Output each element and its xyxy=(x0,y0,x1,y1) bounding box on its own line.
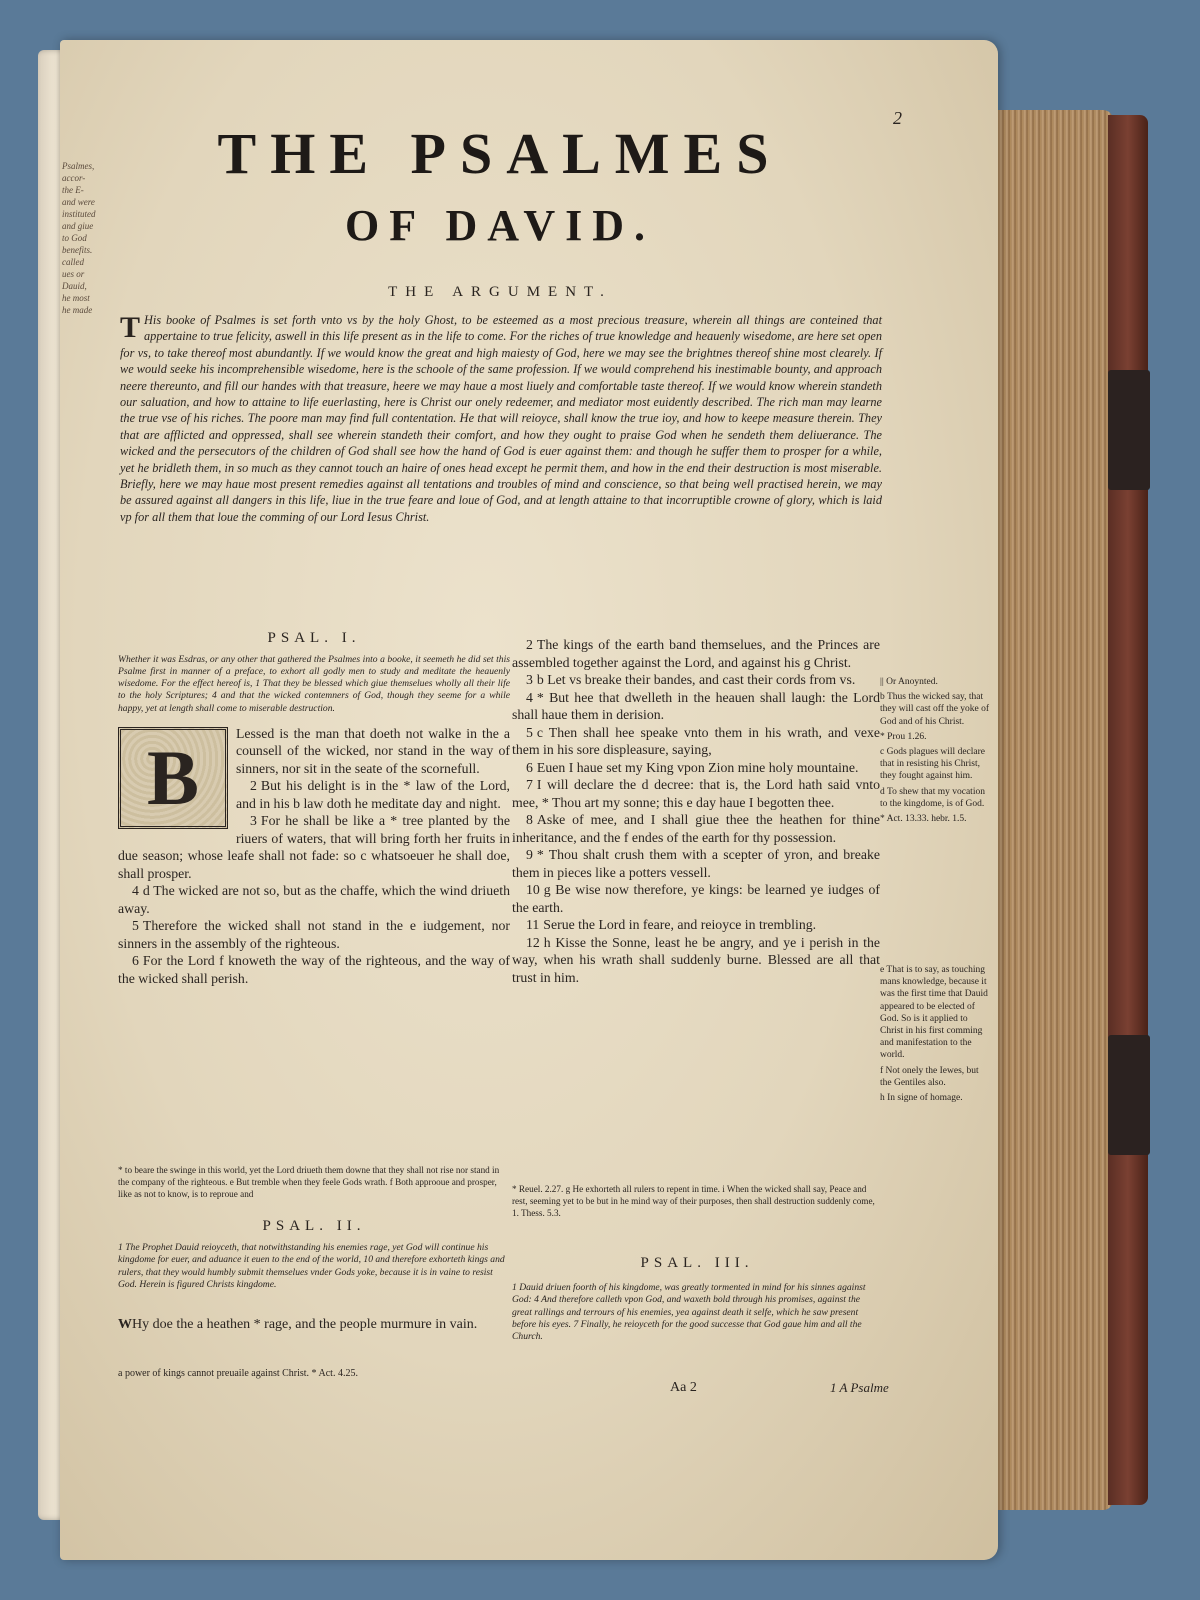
psalm-2-heading: PSAL. II. xyxy=(262,1218,366,1234)
argument-body: His booke of Psalmes is set forth vnto vs by the holy Ghost, to be esteemed as a most precious treasure, wherein all things are conteined that appertaine to true felicity, aswell in this life present as in the life to come. For the riches of true knowledge and heauenly wisedome, are here set open for vs, to take thereof most abundantly. If we would know the great and high maiesty of God, here we may see the brightnes thereof shine most clearely. If we would seeke his incomprehensible wisedome, here is the schoole of the same profession. If we would comprehend his inestimable bounty, and approach neere thereunto, and fill our handes with that treasure, heere we may haue a most liuely and comfortable taste thereof. If we would know wherein standeth our saluation, and how to attaine to life euerlasting, here is Christ our onely redeemer, and mediator most euidently described. The rich man may learne the true vse of his riches. The poore man may find full contentation. He that will reioyce, shall know the true ioy, and how to keepe measure therein. They that are afflicted and oppressed, shall see wherein standeth their comfort, and how they ought to praise God when he sendeth them deliuerance. The wicked and the persecutors of the children of God shall see how the hand of God is euer against them: and though he suffer them to prosper for a while, yet he bridleth them, in so much as they cannot touch an haire of ones head except he permit them, and how in the end their destruction is most miserable. Briefly, here we may haue most present remedies against all tentations and troubles of mind and conscience, so that being well practised herein, we may be assured against all dangers in this life, liue in the true feare and loue of God, and at length attaine to that incorruptible crowne of glory, which is laid vp for all them that loue the comming of our Lord Iesus Christ. xyxy=(120,313,882,524)
verse-text: Aske of mee, and I shall giue thee the heathen for thine inheritance, and the f endes of the earth for thy possession. xyxy=(512,812,880,845)
verse-text: Euen I haue set my King vpon Zion mine holy mountaine. xyxy=(536,759,859,775)
ornamental-initial: B xyxy=(118,727,228,829)
psalm-3-summary: 1 Dauid driuen foorth of his kingdome, was greatly tormented in mind for his sinnes against God: 4 And therefore calleth vpon God, and waxeth bold through his promises, against the great rallings and terrours of his enemies, yea against death it selfe, which he saw present before his eyes. 7 Finally, he reioyceth for the good successe that God gaue him and all the Church. xyxy=(512,1282,866,1343)
verse-text: The kings of the earth band themselues, and the Princes are assembled together against the Lord, and against his g Christ. xyxy=(512,637,880,670)
signature-mark: Aa 2 xyxy=(670,1380,697,1395)
verse-number: 6 xyxy=(132,953,139,969)
psalm-1-summary: Whether it was Esdras, or any other that gathered the Psalmes into a booke, it seemeth he did set this Psalme first in manner of a preface, to exhort all godly men to study and meditate the heauenly wisedome. For the effect hereof is, 1 That they be blessed which giue themselues wholly all their life to the holy Scriptures; 4 and that the wicked contemners of God, though they seeme for a while happy, yet at length shall come to miserable destruction. xyxy=(118,653,510,714)
verse-text: Lessed is the man that doeth not walke in the a counsell of the wicked, nor stand in the way of sinners, nor sit in the seate of the scornefull. xyxy=(236,725,510,776)
psalm-2-footnotes: * Reuel. 2.27. g He exhorteth all rulers to repent in time. i When the wicked shall say, Peace and rest, seeming yet to be but in he mind way of their purposes, then shall destruction suddenly come, 1. Thess. 5.3. xyxy=(512,1184,875,1218)
verse xyxy=(512,759,880,777)
margin-note: d To shew that my vocation to the kingdome, is of God. xyxy=(880,786,985,809)
verse-number: 11 xyxy=(526,917,540,932)
gutter-line: he most xyxy=(62,293,90,303)
verse-number: 2 xyxy=(250,778,257,794)
gutter-line: ues or xyxy=(62,269,85,279)
psalm-3-heading: PSAL. III. xyxy=(640,1255,754,1271)
verse xyxy=(512,636,880,671)
gutter-text-fragments xyxy=(62,160,108,316)
gutter-line: and giue xyxy=(62,221,94,231)
verse xyxy=(512,724,880,759)
margin-note: || Or Anoynted. xyxy=(880,677,938,687)
book-page xyxy=(60,40,998,1560)
margin-note: b Thus the wicked say, that they will cast off the yoke of God and of his Christ. xyxy=(880,692,990,727)
psalm-2-summary: 1 The Prophet Dauid reioyceth, that notwithstanding his enemies rage, yet God will continue his kingdome for euer, and aduance it euen to the end of the world, 10 and therefore exhorteth kings and rulers, that they would humbly submit themselues vnder Gods yoke, because it is in vaine to resist God. Herein is figured Christs kingdome. xyxy=(118,1242,505,1290)
margin-note: h In signe of homage. xyxy=(880,1093,963,1104)
argument-text xyxy=(120,312,882,525)
book-cover-edge xyxy=(1108,115,1148,1505)
verse-number: 2 xyxy=(526,637,533,652)
psalm-2-bottom-note: a power of kings cannot preuaile against Christ. * Act. 4.25. xyxy=(118,1368,358,1379)
verse-text: h Kisse the Sonne, least he be angry, and ye i perish in the way, when his wrath shall suddenly burne. Blessed are all that trust in him. xyxy=(512,934,880,985)
verse-text: b Let vs breake their bandes, and cast their cords from vs. xyxy=(536,672,856,687)
clasp-lower xyxy=(1108,1035,1150,1155)
verse-number: 10 xyxy=(526,882,540,897)
verse-number: 3 xyxy=(526,672,533,687)
verse-text: Therefore the wicked shall not stand in the e iudgement, nor sinners in the assembly of the righteous. xyxy=(118,918,510,951)
verse xyxy=(118,882,510,917)
verse-text: c Then shall hee speake vnto them in his wrath, and vexe them in his sore displeasure, saying, xyxy=(512,724,880,757)
verse-number: 4 xyxy=(132,883,139,899)
verse-number: 5 xyxy=(526,724,533,740)
title-line-1: THE PSALMES xyxy=(217,121,783,186)
verse-number: 9 xyxy=(526,847,533,862)
gutter-line: instituted xyxy=(62,209,96,219)
page-fore-edge xyxy=(993,110,1113,1510)
psalm-1-footnotes: * to beare the swinge in this world, yet the Lord driueth them downe that they shall not rise nor stand in the company of the righteous. e But tremble when they feele Gods wrath. f Both approoue and prosper, like as not to know, is to reproue and xyxy=(118,1165,500,1199)
verse xyxy=(512,776,880,811)
verse xyxy=(512,671,880,689)
verse xyxy=(512,934,880,987)
psalm-2-verse-1 xyxy=(118,1316,510,1334)
verse-number: 12 xyxy=(526,934,540,950)
psalm-2-initial: W xyxy=(118,1317,132,1332)
verse-text: g Be wise now therefore, ye kings: be learned ye iudges of the earth. xyxy=(512,882,880,915)
gutter-line: Dauid, xyxy=(62,281,87,291)
verse-number: 4 xyxy=(526,689,533,705)
left-column xyxy=(118,630,510,987)
verse-number: 7 xyxy=(526,777,533,792)
verse xyxy=(118,917,510,952)
gutter-line: Psalmes, accor- xyxy=(62,161,95,183)
margin-note: * Prou 1.26. xyxy=(880,731,927,742)
gutter-line: the E- xyxy=(62,185,84,195)
verse-text: * But hee that dwelleth in the heauen shall laugh: the Lord shall haue them in derision. xyxy=(512,689,880,722)
gutter-line: benefits. xyxy=(62,245,93,255)
margin-note: c Gods plagues will declare that in resisting his Christ, they fought against him. xyxy=(880,747,985,782)
right-margin-notes-bottom xyxy=(880,964,992,1107)
gutter-line: to God xyxy=(62,233,87,243)
verse-text: For the Lord f knoweth the way of the righteous, and the way of the wicked shall perish. xyxy=(118,953,510,986)
margin-note: * Act. 13.33. hebr. 1.5. xyxy=(880,814,967,825)
clasp-upper xyxy=(1108,370,1150,490)
verse-text: * Thou shalt crush them with a scepter of yron, and breake them in pieces like a potters vessell. xyxy=(512,847,880,880)
verse-text: I will declare the d decree: that is, the Lord hath said vnto mee, * Thou art my sonne; this e day haue I begotten thee. xyxy=(512,777,880,810)
verse-text: d The wicked are not so, but as the chaffe, which the wind driueth away. xyxy=(118,883,510,916)
verse-text: Serue the Lord in feare, and reioyce in trembling. xyxy=(543,917,817,932)
margin-note: f Not onely the Iewes, but the Gentiles also. xyxy=(880,1065,979,1088)
verse-number: 3 xyxy=(250,813,257,829)
verse xyxy=(512,916,880,934)
verse xyxy=(512,881,880,916)
verse xyxy=(118,952,510,987)
margin-note: e That is to say, as touching mans knowledge, because it was the first time that Dauid appeared to be elected of God. So is it applied to Christ in his first comming and manifestation to the world. xyxy=(880,965,988,1061)
psalm-1-heading: PSAL. I. xyxy=(267,630,361,646)
gutter-line: and were xyxy=(62,197,95,207)
gutter-line: called xyxy=(62,257,84,267)
verse-number: 6 xyxy=(526,759,533,775)
gutter-line: he made xyxy=(62,305,93,315)
verse xyxy=(512,846,880,881)
argument-dropcap: T xyxy=(120,311,141,344)
argument-heading: THE ARGUMENT. xyxy=(388,284,612,300)
verse xyxy=(512,811,880,846)
title-line-2: OF DAVID. xyxy=(344,201,656,250)
open-book xyxy=(38,40,1158,1560)
verse-number: 8 xyxy=(526,812,533,827)
verse xyxy=(512,689,880,724)
catchword: 1 A Psalme xyxy=(830,1380,889,1395)
right-column xyxy=(512,636,880,986)
right-margin-notes-top xyxy=(880,676,992,828)
verse-number: 5 xyxy=(132,918,139,934)
page-number: 2 xyxy=(893,108,902,128)
verse-text: But his delight is in the * law of the Lord, and in his b law doth he meditate day and night. xyxy=(236,778,510,811)
verse-text: For he shall be like a * tree planted by the riuers of waters, that will bring forth her fruits in due season; whose leafe shall not fade: so c whatsoeuer he shall doe, shall prosper. xyxy=(118,813,510,881)
verse-text: Hy doe the a heathen * rage, and the people murmure in vain. xyxy=(132,1317,478,1332)
